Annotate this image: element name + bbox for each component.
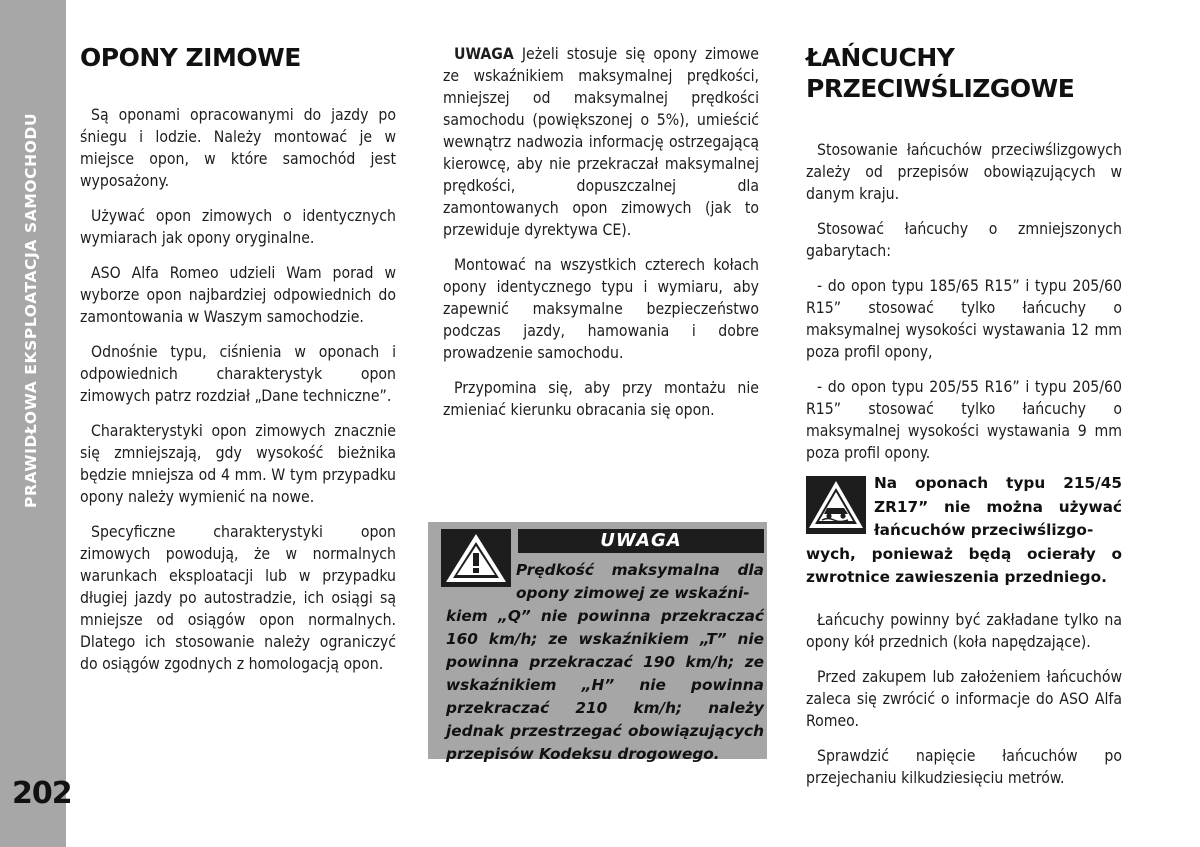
- title-snow-chains-line1: ŁAŃCUCHY: [806, 43, 955, 72]
- note-lead: Na oponach typu 215/45 ZR17” nie można używać łańcuchów przeciwślizgo-: [874, 474, 1122, 539]
- paragraph: Montować na wszystkich czterech kołach opony identycznego typu i wymiaru, aby zapewnić maksymalne bezpieczeństwo podczas jazdy, hamowania i dobre prowadzenie samochodu.: [443, 255, 759, 362]
- title-winter-tyres: OPONY ZIMOWE: [80, 43, 301, 72]
- uwaga-text: Jeżeli stosuje się opony zimowe ze wskaźnikiem maksymalnej prędkości, mniejszej od maksymalnej prędkości samochodu (powiększonej o 5%), umieścić wewnątrz nadwozia informację ostrzegającą kierowcę, aby nie przekraczał maksymalnej prędkości, dopuszczalnej dla zamontowanych opon zimowych (jak to przewiduje dyrektywa CE).: [443, 44, 759, 239]
- paragraph: Sprawdzić napięcie łańcuchów po przejechaniu kilkudziesięciu metrów.: [806, 746, 1122, 787]
- note-body: wych, ponieważ będą ocierały o zwrotnice zawieszenia przedniego.: [806, 544, 1122, 586]
- paragraph: ASO Alfa Romeo udzieli Wam porad w wyborze opon najbardziej odpowiednich do zamontowania w Waszym samochodzie.: [80, 263, 396, 326]
- uwaga-label: UWAGA: [454, 44, 514, 63]
- winter-tyres-body: [80, 104, 396, 688]
- snow-chains-body-top: [806, 139, 1122, 477]
- paragraph: Odnośnie typu, ciśnienia w oponach i odpowiednich charakterystyk opon zimowych patrz rozdział „Dane techniczne”.: [80, 342, 396, 405]
- paragraph: Stosowanie łańcuchów przeciwślizgowych zależy od przepisów obowiązujących w danym kraju.: [806, 140, 1122, 203]
- paragraph: Łańcuchy powinny być zakładane tylko na opony kół przednich (koła napędzające).: [806, 610, 1122, 651]
- paragraph: - do opon typu 205/55 R16” i typu 205/60 R15” stosować tylko łańcuchy o maksymalnej wysokości wystawania 9 mm poza profil opony.: [806, 377, 1122, 462]
- paragraph: Przed zakupem lub założeniem łańcuchów zaleca się zwrócić o informacje do ASO Alfa Romeo.: [806, 667, 1122, 730]
- snow-chains-note: [806, 472, 1122, 590]
- uwaga-paragraph: [443, 43, 759, 241]
- paragraph: Są oponami opracowanymi do jazdy po śniegu i lodzie. Należy montować je w miejsce opon, w które samochód jest wyposażony.: [80, 105, 396, 190]
- warning-text-body: kiem „Q” nie powinna przekraczać 160 km/h; ze wskaźnikiem „T” nie powinna przekraczać 190 km/h; ze wskaźnikiem „H” nie powinna przekraczać 210 km/h; należy jednak przestrzegać obowiązujących przepisów Kodeksu drogowego.: [446, 607, 764, 763]
- page-number: 202: [12, 776, 72, 811]
- paragraph: Stosować łańcuchy o zmniejszonych gabarytach:: [806, 219, 1122, 260]
- warning-text-lead: Prędkość maksymalna dla opony zimowej ze wskaźni-: [516, 561, 764, 602]
- col2-body: [443, 43, 759, 434]
- section-title: PRAWIDŁOWA EKSPLOATACJA SAMOCHODU: [22, 112, 40, 508]
- warning-header: UWAGA: [518, 529, 764, 553]
- paragraph: Przypomina się, aby przy montażu nie zmieniać kierunku obracania się opon.: [443, 378, 759, 419]
- paragraph: - do opon typu 185/65 R15” i typu 205/60 R15” stosować tylko łańcuchy o maksymalnej wysokości wystawania 12 mm poza profil opony,: [806, 276, 1122, 361]
- title-snow-chains-line2: PRZECIWŚLIZGOWE: [806, 74, 1075, 103]
- paragraph: Charakterystyki opon zimowych znacznie się zmniejszają, gdy wysokość bieżnika będzie mniejsza od 4 mm. W tym przypadku opony należy wymienić na nowe.: [80, 421, 396, 506]
- paragraph: Specyficzne charakterystyki opon zimowych powodują, że w normalnych warunkach eksploatacji lub w przypadku długiej jazdy po autostradzie, ich osiągi są mniejsze od osiągów opon normalnych. Dlatego ich stosowanie należy ograniczyć do osiągów zgodnych z homologacją opon.: [80, 522, 396, 673]
- paragraph: Używać opon zimowych o identycznych wymiarach jak opony oryginalne.: [80, 206, 396, 247]
- snow-chains-body-bottom: [806, 609, 1122, 802]
- warning-text: [446, 559, 764, 766]
